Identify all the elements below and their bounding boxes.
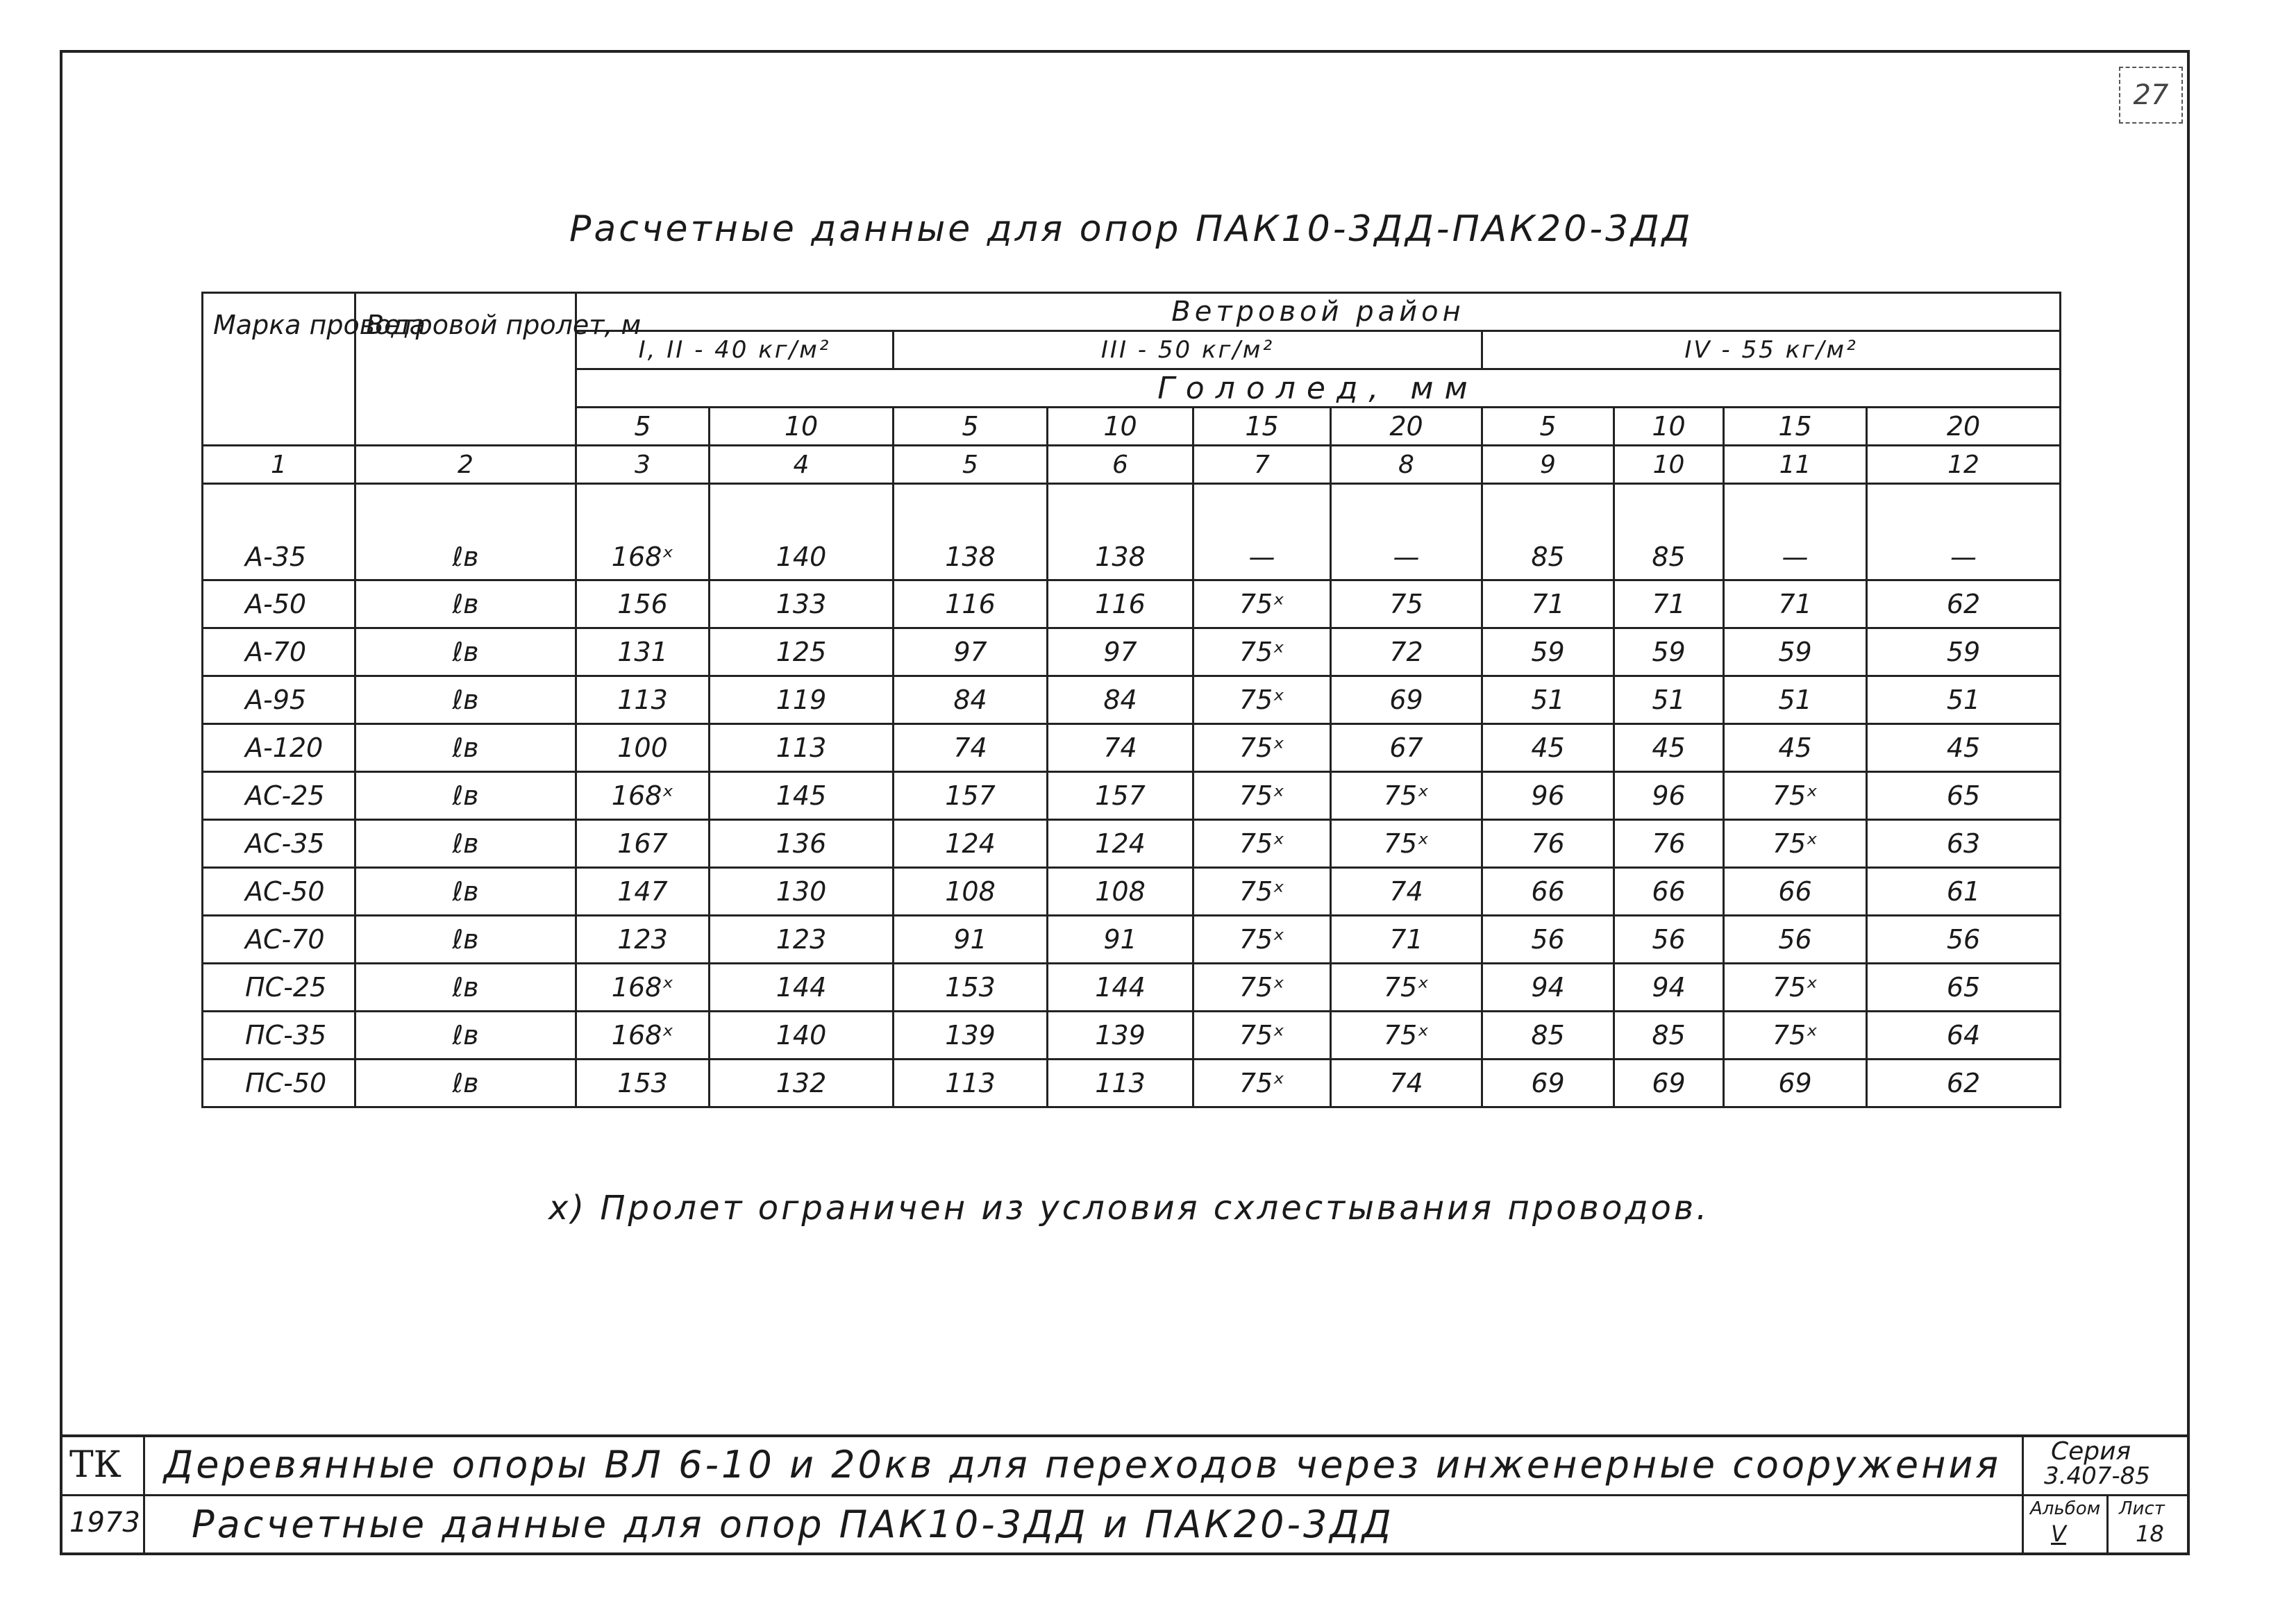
- stamp-year: 1973: [69, 1507, 140, 1539]
- span-value: 51: [1482, 676, 1614, 724]
- span-value: 75ˣ: [1193, 868, 1331, 916]
- table-row: [203, 868, 2061, 916]
- table-row: [203, 1012, 2061, 1060]
- span-value: 75ˣ: [1193, 1060, 1331, 1107]
- span-value: 131: [576, 628, 710, 676]
- stamp-org: ТК: [69, 1444, 121, 1486]
- span-value: 63: [1867, 820, 2061, 868]
- span-value: 100: [576, 724, 710, 772]
- span-value: 76: [1614, 820, 1724, 868]
- stamp-series-value: 3.407-85: [2044, 1462, 2150, 1490]
- span-value: 75ˣ: [1193, 964, 1331, 1012]
- span-value: 123: [576, 916, 710, 964]
- span-value: 66: [1614, 868, 1724, 916]
- span-value: —: [1724, 484, 1867, 580]
- span-value: 140: [710, 1012, 894, 1060]
- span-value: 51: [1867, 676, 2061, 724]
- span-value: —: [1331, 484, 1482, 580]
- stamp-title-line2: Расчетные данные для опор ПАК10-3ДД и ПАК20-3ДД: [192, 1502, 1394, 1546]
- column-number: 10: [1614, 446, 1724, 484]
- stamp-album-value: V: [2051, 1521, 2066, 1547]
- span-value: 75ˣ: [1724, 772, 1867, 820]
- data-table: [201, 292, 2061, 1108]
- span-value: 85: [1614, 484, 1724, 580]
- span-value: 56: [1867, 916, 2061, 964]
- span-value: 69: [1614, 1060, 1724, 1107]
- span-value: 72: [1331, 628, 1482, 676]
- span-value: 75ˣ: [1724, 964, 1867, 1012]
- column-number: 7: [1193, 446, 1331, 484]
- span-value: 168ˣ: [576, 772, 710, 820]
- span-value: 124: [894, 820, 1048, 868]
- span-value: 65: [1867, 964, 2061, 1012]
- span-value: 56: [1724, 916, 1867, 964]
- span-value: 167: [576, 820, 710, 868]
- wire-mark: А-50: [203, 580, 355, 628]
- span-value: 153: [894, 964, 1048, 1012]
- wind-span: ℓв: [355, 580, 576, 628]
- span-value: 75ˣ: [1193, 1012, 1331, 1060]
- span-value: 71: [1614, 580, 1724, 628]
- span-value: 59: [1614, 628, 1724, 676]
- span-value: 75ˣ: [1193, 916, 1331, 964]
- span-value: 85: [1482, 484, 1614, 580]
- ice-value: 15: [1724, 408, 1867, 446]
- span-value: 96: [1482, 772, 1614, 820]
- wire-mark: АС-35: [203, 820, 355, 868]
- ice-value: 5: [894, 408, 1048, 446]
- span-value: 45: [1614, 724, 1724, 772]
- span-value: 85: [1482, 1012, 1614, 1060]
- span-value: 94: [1614, 964, 1724, 1012]
- span-value: 74: [894, 724, 1048, 772]
- span-value: 65: [1867, 772, 2061, 820]
- header-mark: Марка провода: [203, 293, 355, 446]
- wind-span: ℓв: [355, 484, 576, 580]
- span-value: 113: [576, 676, 710, 724]
- span-value: 138: [894, 484, 1048, 580]
- span-value: 157: [1048, 772, 1193, 820]
- data-table-wrapper: [201, 292, 2059, 1108]
- wind-span: ℓв: [355, 676, 576, 724]
- table-row: [203, 964, 2061, 1012]
- span-value: 74: [1048, 724, 1193, 772]
- span-value: 140: [710, 484, 894, 580]
- span-value: 116: [894, 580, 1048, 628]
- span-value: 62: [1867, 1060, 2061, 1107]
- span-value: 71: [1724, 580, 1867, 628]
- span-value: 139: [894, 1012, 1048, 1060]
- span-value: 94: [1482, 964, 1614, 1012]
- ice-value: 5: [576, 408, 710, 446]
- wire-mark: ПС-50: [203, 1060, 355, 1107]
- stamp-album-label: Альбом: [2030, 1498, 2101, 1519]
- wind-span: ℓв: [355, 964, 576, 1012]
- ice-value: 15: [1193, 408, 1331, 446]
- span-value: 144: [1048, 964, 1193, 1012]
- ice-value: 10: [1048, 408, 1193, 446]
- span-value: 74: [1331, 868, 1482, 916]
- span-value: 132: [710, 1060, 894, 1107]
- wire-mark: А-95: [203, 676, 355, 724]
- column-number: 9: [1482, 446, 1614, 484]
- span-value: 66: [1724, 868, 1867, 916]
- footnote: x) Пролет ограничен из условия схлестывания проводов.: [548, 1189, 1710, 1228]
- span-value: 91: [894, 916, 1048, 964]
- span-value: 113: [1048, 1060, 1193, 1107]
- span-value: 156: [576, 580, 710, 628]
- span-value: 84: [1048, 676, 1193, 724]
- span-value: 119: [710, 676, 894, 724]
- table-row: [203, 484, 2061, 580]
- span-value: 75ˣ: [1724, 820, 1867, 868]
- span-value: 75ˣ: [1331, 1012, 1482, 1060]
- span-value: 116: [1048, 580, 1193, 628]
- table-row: [203, 676, 2061, 724]
- span-value: 69: [1331, 676, 1482, 724]
- span-value: 69: [1482, 1060, 1614, 1107]
- span-value: 108: [894, 868, 1048, 916]
- ice-value: 10: [1614, 408, 1724, 446]
- wire-mark: А-35: [203, 484, 355, 580]
- span-value: 139: [1048, 1012, 1193, 1060]
- span-value: —: [1193, 484, 1331, 580]
- span-value: 56: [1614, 916, 1724, 964]
- span-value: 45: [1867, 724, 2061, 772]
- span-value: 125: [710, 628, 894, 676]
- wire-mark: А-70: [203, 628, 355, 676]
- header-wind-group-3: IV - 55 кг/м²: [1482, 331, 2061, 369]
- span-value: 64: [1867, 1012, 2061, 1060]
- span-value: 45: [1482, 724, 1614, 772]
- header-span: Ветровой пролет, м: [355, 293, 576, 446]
- span-value: 76: [1482, 820, 1614, 868]
- column-number: 1: [203, 446, 355, 484]
- span-value: 51: [1724, 676, 1867, 724]
- wind-span: ℓв: [355, 724, 576, 772]
- span-value: 62: [1867, 580, 2061, 628]
- span-value: 136: [710, 820, 894, 868]
- span-value: 66: [1482, 868, 1614, 916]
- span-value: —: [1867, 484, 2061, 580]
- wind-span: ℓв: [355, 772, 576, 820]
- column-number: 8: [1331, 446, 1482, 484]
- span-value: 145: [710, 772, 894, 820]
- table-row: [203, 724, 2061, 772]
- wind-span: ℓв: [355, 916, 576, 964]
- wind-span: ℓв: [355, 868, 576, 916]
- span-value: 75ˣ: [1193, 628, 1331, 676]
- span-value: 74: [1331, 1060, 1482, 1107]
- stamp-title-line1: Деревянные опоры ВЛ 6-10 и 20кв для переходов через инженерные сооружения: [164, 1443, 2001, 1487]
- span-value: 69: [1724, 1060, 1867, 1107]
- span-value: 123: [710, 916, 894, 964]
- span-value: 144: [710, 964, 894, 1012]
- wire-mark: ПС-25: [203, 964, 355, 1012]
- span-value: 59: [1482, 628, 1614, 676]
- wind-span: ℓв: [355, 1060, 576, 1107]
- wire-mark: АС-25: [203, 772, 355, 820]
- span-value: 75ˣ: [1331, 820, 1482, 868]
- span-value: 147: [576, 868, 710, 916]
- span-value: 71: [1331, 916, 1482, 964]
- page-number: 27: [2119, 67, 2183, 124]
- stamp-sheet-value: 18: [2136, 1521, 2164, 1547]
- column-number: 12: [1867, 446, 2061, 484]
- span-value: 124: [1048, 820, 1193, 868]
- table-row: [203, 1060, 2061, 1107]
- column-number: 5: [894, 446, 1048, 484]
- column-number: 4: [710, 446, 894, 484]
- span-value: 113: [894, 1060, 1048, 1107]
- span-value: 56: [1482, 916, 1614, 964]
- span-value: 59: [1867, 628, 2061, 676]
- span-value: 75: [1331, 580, 1482, 628]
- span-value: 168ˣ: [576, 484, 710, 580]
- span-value: 97: [894, 628, 1048, 676]
- header-wind-region: Ветровой район: [576, 293, 2061, 331]
- ice-value: 5: [1482, 408, 1614, 446]
- stamp-sheet-label: Лист: [2119, 1498, 2165, 1519]
- span-value: 153: [576, 1060, 710, 1107]
- ice-value: 20: [1867, 408, 2061, 446]
- span-value: 59: [1724, 628, 1867, 676]
- table-row: [203, 628, 2061, 676]
- span-value: 84: [894, 676, 1048, 724]
- span-value: 75ˣ: [1193, 724, 1331, 772]
- span-value: 96: [1614, 772, 1724, 820]
- table-title: Расчетные данные для опор ПАК10-3ДД-ПАК20-3ДД: [569, 208, 1693, 250]
- span-value: 71: [1482, 580, 1614, 628]
- span-value: 61: [1867, 868, 2061, 916]
- span-value: 91: [1048, 916, 1193, 964]
- header-wind-group-1: I, II - 40 кг/м²: [576, 331, 894, 369]
- wind-span: ℓв: [355, 820, 576, 868]
- span-value: 138: [1048, 484, 1193, 580]
- span-value: 168ˣ: [576, 964, 710, 1012]
- span-value: 85: [1614, 1012, 1724, 1060]
- span-value: 133: [710, 580, 894, 628]
- ice-value: 10: [710, 408, 894, 446]
- table-row: [203, 580, 2061, 628]
- span-value: 75ˣ: [1193, 580, 1331, 628]
- span-value: 168ˣ: [576, 1012, 710, 1060]
- title-block: [60, 1434, 2190, 1555]
- table-row: [203, 916, 2061, 964]
- span-value: 75ˣ: [1193, 820, 1331, 868]
- table-row: [203, 820, 2061, 868]
- ice-value: 20: [1331, 408, 1482, 446]
- span-value: 75ˣ: [1724, 1012, 1867, 1060]
- span-value: 75ˣ: [1331, 772, 1482, 820]
- wind-span: ℓв: [355, 628, 576, 676]
- column-number: 3: [576, 446, 710, 484]
- span-value: 108: [1048, 868, 1193, 916]
- wire-mark: АС-70: [203, 916, 355, 964]
- span-value: 75ˣ: [1193, 772, 1331, 820]
- span-value: 157: [894, 772, 1048, 820]
- wire-mark: АС-50: [203, 868, 355, 916]
- span-value: 75ˣ: [1331, 964, 1482, 1012]
- span-value: 45: [1724, 724, 1867, 772]
- header-ice: Гололед, мм: [576, 369, 2061, 408]
- column-number: 2: [355, 446, 576, 484]
- wind-span: ℓв: [355, 1012, 576, 1060]
- span-value: 113: [710, 724, 894, 772]
- column-number: 6: [1048, 446, 1193, 484]
- column-number: 11: [1724, 446, 1867, 484]
- span-value: 75ˣ: [1193, 676, 1331, 724]
- stamp-series-label: Серия: [2051, 1437, 2131, 1466]
- wire-mark: ПС-35: [203, 1012, 355, 1060]
- span-value: 51: [1614, 676, 1724, 724]
- span-value: 67: [1331, 724, 1482, 772]
- span-value: 130: [710, 868, 894, 916]
- table-row: [203, 772, 2061, 820]
- span-value: 97: [1048, 628, 1193, 676]
- wire-mark: А-120: [203, 724, 355, 772]
- header-wind-group-2: III - 50 кг/м²: [894, 331, 1482, 369]
